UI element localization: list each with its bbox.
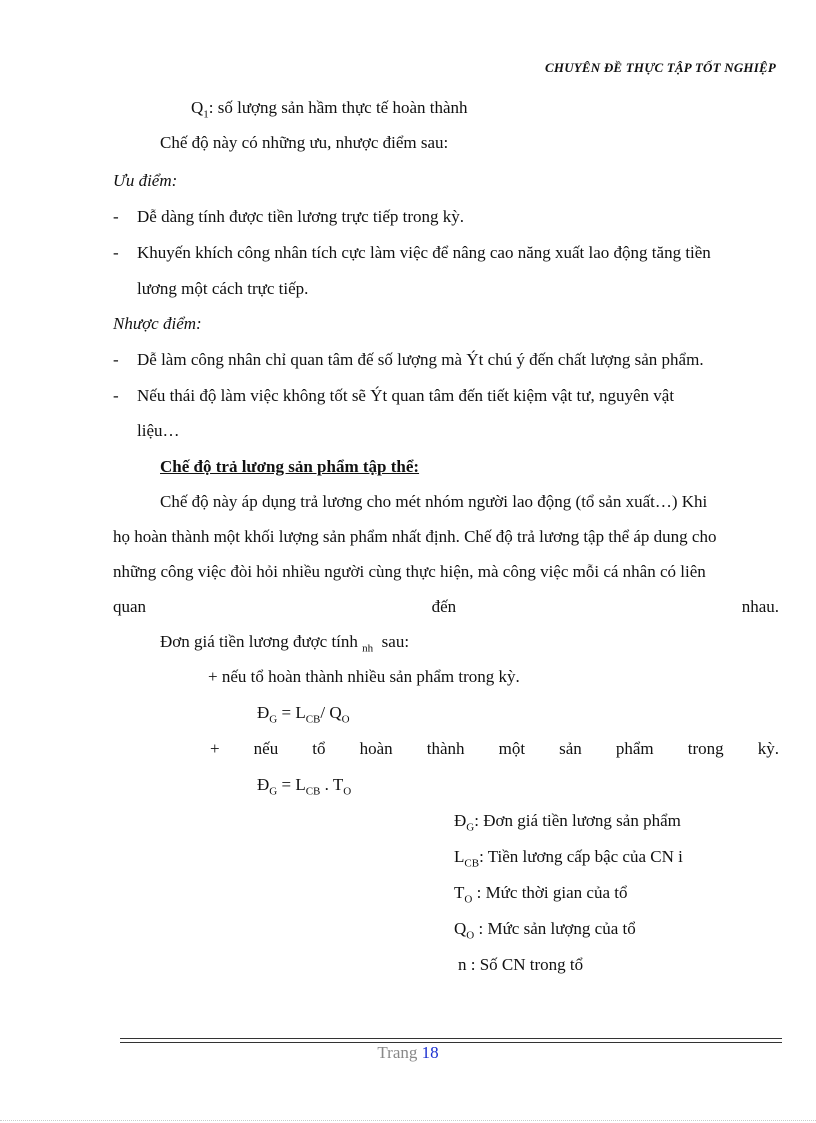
formula-symbol: = L <box>277 775 306 794</box>
legend-item <box>454 811 681 833</box>
word: nếu <box>253 739 279 758</box>
formula-symbol: Đ <box>257 775 270 794</box>
word: kỳ. <box>757 739 779 758</box>
formula-1 <box>257 703 350 725</box>
formula-subscript: O <box>343 785 352 798</box>
formula-symbol: . T <box>320 775 344 794</box>
intro-paragraph: Chế độ này có những ưu, nhược điểm sau: <box>160 133 449 152</box>
word: tổ <box>312 739 326 758</box>
word: nhau. <box>741 597 779 616</box>
legend-subscript: CB <box>464 857 480 870</box>
bullet-dash: - <box>113 207 119 226</box>
formula-2 <box>257 775 351 797</box>
legend-text: : Mức sản lượng của tổ <box>474 919 636 938</box>
legend-item <box>458 955 583 975</box>
q1-symbol: Q <box>191 98 204 117</box>
word: đến <box>431 597 457 616</box>
legend-symbol: L <box>454 847 465 866</box>
page-label: Trang <box>377 1043 418 1062</box>
section-para-last-line <box>113 597 779 617</box>
word: một <box>498 739 526 758</box>
disadvantage-item-1: Dễ làm công nhân chỉ quan tâm đế số lượng mà Ýt chú ý đến chất lượng sản phẩm. <box>137 350 704 369</box>
case-1-text: + nếu tổ hoàn thành nhiều sản phẩm trong kỳ. <box>208 667 520 686</box>
legend-item <box>454 847 683 869</box>
legend-symbol: Q <box>454 919 467 938</box>
legend-text: : Đơn giá tiền lương sản phẩm <box>474 811 681 830</box>
advantage-item-1: Dễ dàng tính được tiền lương trực tiếp trong kỳ. <box>137 207 465 226</box>
formula-subscript: G <box>269 785 278 798</box>
section-para-line: họ hoàn thành một khối lượng sản phẩm nhất định. Chế độ trả lương tập thể áp dung cho <box>113 527 717 546</box>
legend-symbol: Đ <box>454 811 467 830</box>
legend-item <box>454 919 636 941</box>
legend-subscript: O <box>464 893 473 906</box>
legend-subscript: G <box>466 821 475 834</box>
legend-symbol: T <box>454 883 465 902</box>
formula-symbol: = L <box>277 703 306 722</box>
word: quan <box>113 597 147 616</box>
q1-definition <box>191 98 468 120</box>
legend-subscript: O <box>466 929 475 942</box>
section-para-line: những công việc đòi hỏi nhiều người cùng thực hiện, mà công việc mỗi cá nhân có liên <box>113 562 706 581</box>
formula-symbol: / Q <box>320 703 342 722</box>
formula-subscript: CB <box>305 785 321 798</box>
word: thành <box>426 739 465 758</box>
formula-symbol: Đ <box>257 703 270 722</box>
bullet-dash: - <box>113 386 119 405</box>
word: trong <box>687 739 724 758</box>
section-title: Chế độ trả lương sản phẩm tập thể: <box>160 457 420 476</box>
q1-text: : số lượng sản hầm thực tế hoàn thành <box>208 98 468 117</box>
legend-symbol: n <box>458 955 467 974</box>
section-para-line: Chế độ này áp dụng trả lương cho mét nhóm người lao động (tổ sản xuất…) Khi <box>160 492 708 511</box>
bullet-dash: - <box>113 350 119 369</box>
disadvantages-heading: Nhược điểm: <box>113 314 202 333</box>
legend-text: : Số CN trong tổ <box>466 955 584 974</box>
legend-text: : Tiền lương cấp bậc của CN i <box>479 847 683 866</box>
unit-price-after: sau: <box>381 632 410 651</box>
running-header: CHUYÊN ĐỀ THỰC TẬP TỐT NGHIỆP <box>545 60 776 75</box>
word: hoàn <box>359 739 393 758</box>
legend-item <box>454 883 627 905</box>
bullet-dash: - <box>113 243 119 262</box>
formula-subscript: CB <box>305 713 321 726</box>
word: + <box>210 739 220 758</box>
q1-subscript: 1 <box>203 108 209 121</box>
disadvantage-item-2: Nếu thái độ làm việc không tốt sẽ Ýt quan tâm đến tiết kiệm vật tư, nguyên vật <box>137 386 675 405</box>
advantages-heading: Ưu điểm: <box>113 171 178 190</box>
disadvantage-item-2-cont: liệu… <box>137 421 180 440</box>
advantage-item-2-cont: lương một cách trực tiếp. <box>137 279 309 298</box>
formula-subscript: O <box>341 713 350 726</box>
unit-price-subscript: nh <box>362 642 374 655</box>
page-footer <box>0 1043 816 1063</box>
formula-subscript: G <box>269 713 278 726</box>
page-number: 18 <box>421 1043 439 1062</box>
legend-text: : Mức thời gian của tổ <box>472 883 628 902</box>
advantage-item-2: Khuyến khích công nhân tích cực làm việc để nâng cao năng xuất lao động tăng tiền <box>137 243 711 262</box>
unit-price-text: Đơn giá tiền lương được tính <box>160 632 358 651</box>
word: phẩm <box>615 739 654 758</box>
unit-price-line <box>160 632 409 654</box>
word: sản <box>559 739 582 758</box>
footer-rule-top <box>120 1038 782 1039</box>
case-2-text <box>210 739 779 759</box>
page-bottom-border <box>0 1120 816 1121</box>
